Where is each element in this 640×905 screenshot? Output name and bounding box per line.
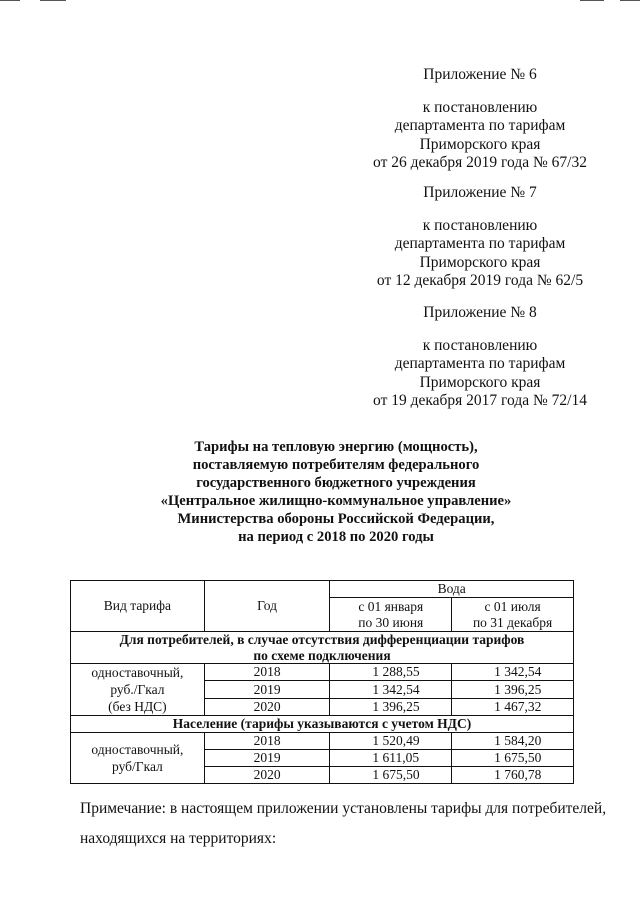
year-cell: 2018 [204, 733, 330, 750]
tariff-value-h1: 1 288,55 [330, 664, 452, 681]
title-line: Министерства обороны Российской Федерации, [177, 511, 495, 528]
period-from: с 01 января [358, 599, 424, 615]
appendix-line: департамента по тарифам [394, 235, 566, 252]
section-heading-line: Для потребителей, в случае отсутствия дифференциации тарифов [119, 632, 525, 647]
title-line: на период с 2018 по 2020 годы [238, 529, 434, 546]
tariff-value-h2: 1 342,54 [452, 664, 574, 681]
appendix-line: департамента по тарифам [394, 355, 566, 372]
appendix-line: Приморского края [419, 373, 541, 391]
period-to: по 30 июня [358, 614, 424, 630]
tariff-label-line: (без НДС) [108, 699, 167, 714]
note-line: Примечание: в настоящем приложении установлены тарифы для потребителей, [80, 800, 607, 817]
year-cell: 2020 [204, 767, 330, 784]
tariff-value-h2: 1 584,20 [452, 733, 574, 750]
year-cell: 2019 [204, 750, 330, 767]
year-cell: 2019 [204, 681, 330, 698]
tariff-label-line: руб/Гкал [112, 759, 163, 774]
year-cell: 2018 [204, 664, 330, 681]
section-heading [71, 632, 574, 664]
section-heading: Население (тарифы указываются с учетом НДС) [71, 716, 574, 733]
tariff-value-h2: 1 675,50 [452, 750, 574, 767]
appendix-6-block [350, 66, 610, 173]
title-line: Тарифы на тепловую энергию (мощность), [194, 439, 478, 455]
appendix-number: Приложение № 7 [423, 184, 537, 201]
document-title [110, 438, 562, 547]
tariff-label-line: одноставочный, [91, 665, 184, 680]
note-line: находящихся на территориях: [80, 830, 277, 847]
table-header-row [71, 581, 574, 598]
tariff-label-line: руб./Гкал [110, 682, 165, 697]
appendix-line: Приморского края [419, 135, 541, 153]
appendix-number: Приложение № 8 [423, 304, 537, 321]
title-line: поставляемую потребителям федерального [192, 457, 480, 474]
appendix-line: к постановлению [422, 98, 538, 116]
tariff-value-h1: 1 611,05 [330, 750, 452, 767]
title-line: государственного бюджетного учреждения [196, 475, 476, 492]
tariff-type-cell [71, 664, 205, 716]
year-cell: 2020 [204, 698, 330, 715]
table-row [71, 664, 574, 681]
section-heading-row [71, 716, 574, 733]
appendix-line: Приморского края [419, 253, 541, 271]
header-period-first-half [330, 598, 452, 632]
note-paragraph [80, 794, 620, 854]
tariff-label-line: одноставочный, [91, 742, 184, 757]
period-from: с 01 июля [484, 599, 541, 615]
tariff-value-h1: 1 675,50 [330, 767, 452, 784]
tariff-type-cell [71, 733, 205, 784]
header-water: Вода [330, 581, 574, 598]
tariff-value-h2: 1 467,32 [452, 698, 574, 715]
appendix-line: от 26 декабря 2019 года № 67/32 [373, 154, 587, 171]
appendix-line: от 19 декабря 2017 года № 72/14 [373, 392, 587, 409]
header-year: Год [204, 581, 330, 632]
tariff-table [70, 580, 574, 784]
period-to: по 31 декабря [472, 614, 553, 630]
section-heading-line: по схеме подключения [253, 647, 391, 663]
appendix-7-block [350, 184, 610, 291]
appendix-line: департамента по тарифам [394, 117, 566, 134]
appendix-8-block [350, 304, 610, 411]
tariff-value-h1: 1 396,25 [330, 698, 452, 715]
appendix-line: от 12 декабря 2019 года № 62/5 [376, 272, 584, 289]
tariff-value-h2: 1 396,25 [452, 681, 574, 698]
header-period-second-half [452, 598, 574, 632]
tariff-value-h2: 1 760,78 [452, 767, 574, 784]
appendix-number: Приложение № 6 [423, 66, 537, 83]
tariff-value-h1: 1 520,49 [330, 733, 452, 750]
scan-top-edge [0, 0, 640, 2]
title-line: «Центральное жилищно-коммунальное управление» [160, 493, 512, 510]
appendix-line: к постановлению [422, 216, 538, 234]
appendix-line: к постановлению [422, 336, 538, 354]
header-tariff-type: Вид тарифа [71, 581, 205, 632]
section-heading-row [71, 632, 574, 664]
tariff-value-h1: 1 342,54 [330, 681, 452, 698]
table-row [71, 733, 574, 750]
